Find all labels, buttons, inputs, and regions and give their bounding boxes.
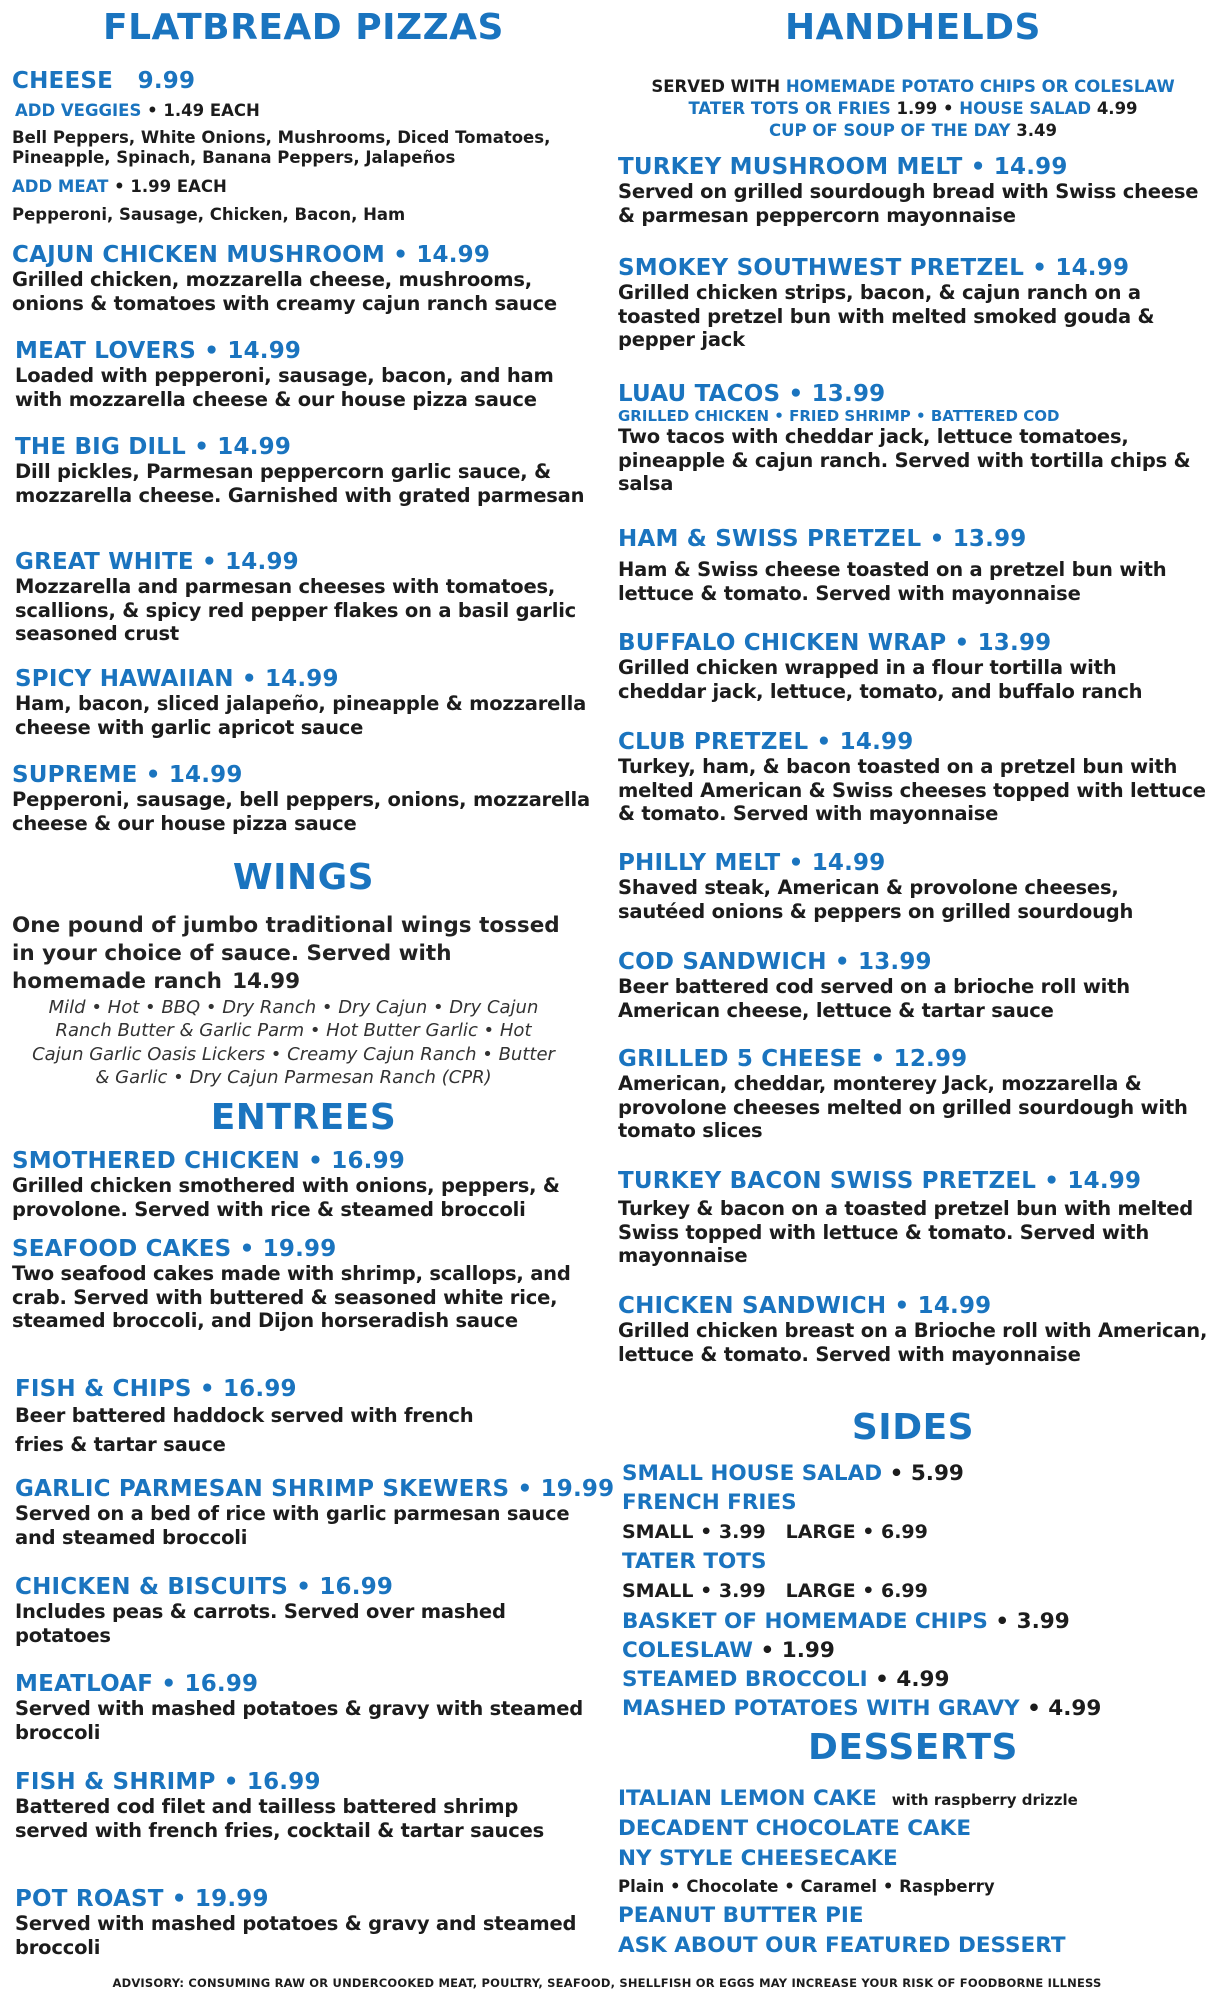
menu-item-philly-melt bbox=[618, 850, 1208, 923]
dessert-lemon-cake: ITALIAN LEMON CAKE with raspberry drizzle bbox=[618, 1786, 1078, 1811]
meat-list: Pepperoni, Sausage, Chicken, Bacon, Ham bbox=[12, 205, 406, 224]
side-french-fries-sizes: SMALL • 3.99 LARGE • 6.99 bbox=[622, 1521, 928, 1544]
advisory-footer: ADVISORY: CONSUMING RAW OR UNDERCOOKED MEAT, POULTRY, SEAFOOD, SHELLFISH OR EGGS MAY INCREASE YOUR RISK OF FOODBORNE ILLNESS bbox=[112, 1976, 1102, 1990]
menu-item-big-dill bbox=[15, 434, 595, 507]
handhelds-soup bbox=[618, 121, 1208, 140]
menu-item-buffalo-chicken-wrap bbox=[618, 630, 1208, 703]
side-house-salad: SMALL HOUSE SALAD • 5.99 bbox=[622, 1461, 964, 1486]
menu-item-fish-chips bbox=[15, 1376, 595, 1459]
wings-desc-text: One pound of jumbo traditional wings tossed in your choice of sauce. Served with homemade ranch bbox=[12, 913, 560, 994]
menu-item-great-white bbox=[15, 549, 595, 646]
menu-item-grilled-5-cheese bbox=[618, 1046, 1208, 1143]
wings-section-title: WINGS bbox=[232, 857, 375, 898]
item-desc: Served with mashed potatoes & gravy with steamed broccoli bbox=[15, 1697, 584, 1744]
item-desc: Served on a bed of rice with garlic parmesan sauce and steamed broccoli bbox=[15, 1502, 570, 1549]
dessert-lemon-note: with raspberry drizzle bbox=[891, 1791, 1078, 1809]
handhelds-served-with bbox=[618, 77, 1208, 96]
item-desc: Turkey, ham, & bacon toasted on a pretzel bun with melted American & Swiss cheeses topped with lettuce & tomato. Served with mayonnaise bbox=[618, 755, 1206, 826]
item-name: CLUB PRETZEL • 14.99 bbox=[618, 729, 914, 755]
item-desc: Shaved steak, American & provolone cheeses, sautéed onions & peppers on grilled sourdough bbox=[618, 876, 1134, 923]
item-desc: Includes peas & carrots. Served over mashed potatoes bbox=[15, 1600, 506, 1647]
item-desc: Grilled chicken wrapped in a flour tortilla with cheddar jack, lettuce, tomato, and buffalo ranch bbox=[618, 656, 1143, 703]
wings-description bbox=[12, 912, 572, 996]
dessert-cheesecake: NY STYLE CHEESECAKE bbox=[618, 1846, 898, 1872]
item-desc: Pepperoni, sausage, bell peppers, onions, mozzarella cheese & our house pizza sauce bbox=[12, 788, 590, 835]
item-name: HAM & SWISS PRETZEL • 13.99 bbox=[618, 526, 1027, 552]
handhelds-section-title: HANDHELDS bbox=[785, 7, 1041, 48]
soup-price: 3.49 bbox=[1010, 121, 1057, 140]
item-name: BUFFALO CHICKEN WRAP • 13.99 bbox=[618, 630, 1052, 656]
menu-item-supreme bbox=[12, 762, 595, 835]
item-name: MEAT LOVERS • 14.99 bbox=[15, 338, 302, 364]
handhelds-upgrades bbox=[618, 99, 1208, 118]
item-name: CHICKEN & BISCUITS • 16.99 bbox=[15, 1574, 394, 1600]
house-salad-label: HOUSE SALAD bbox=[959, 99, 1092, 118]
desserts-list bbox=[618, 1784, 1208, 1961]
dessert-peanut-butter-pie: PEANUT BUTTER PIE bbox=[618, 1902, 864, 1928]
menu-item-chicken-biscuits bbox=[15, 1574, 595, 1647]
wings-sauces: Mild • Hot • BBQ • Dry Ranch • Dry Cajun • Dry Cajun Ranch Butter & Garlic Parm • Hot Butter Garlic • Hot Cajun Garlic Oasis Lickers • Creamy Cajun Ranch • Butter & Garlic • Dry Cajun Parmesan Ranch (CPR) bbox=[32, 997, 555, 1089]
menu-item-smothered-chicken bbox=[12, 1148, 595, 1221]
side-tater-tots-sizes: SMALL • 3.99 LARGE • 6.99 bbox=[622, 1580, 928, 1603]
item-desc: Loaded with pepperoni, sausage, bacon, and ham with mozzarella cheese & our house pizza sauce bbox=[15, 364, 554, 411]
menu-item-cajun-chicken-mushroom bbox=[12, 242, 595, 315]
flatbread-section-title: FLATBREAD PIZZAS bbox=[103, 7, 504, 48]
item-desc: Dill pickles, Parmesan peppercorn garlic sauce, & mozzarella cheese. Garnished with grated parmesan bbox=[15, 460, 585, 507]
item-desc: Mozzarella and parmesan cheeses with tomatoes, scallions, & spicy red pepper flakes on a basil garlic seasoned crust bbox=[15, 575, 577, 646]
item-name: CHICKEN SANDWICH • 14.99 bbox=[618, 1293, 992, 1319]
served-with-options: HOMEMADE POTATO CHIPS OR COLESLAW bbox=[785, 77, 1175, 96]
menu-item-turkey-bacon-swiss-pretzel bbox=[618, 1168, 1208, 1268]
side-homemade-chips: BASKET OF HOMEMADE CHIPS • 3.99 bbox=[622, 1608, 1070, 1634]
item-name: POT ROAST • 19.99 bbox=[15, 1886, 269, 1912]
side-tater-tots: TATER TOTS bbox=[622, 1549, 767, 1575]
soup-label: CUP OF SOUP OF THE DAY bbox=[769, 121, 1011, 140]
item-desc: Served with mashed potatoes & gravy and steamed broccoli bbox=[15, 1912, 577, 1959]
sides-list bbox=[622, 1459, 1208, 1723]
side-french-fries: FRENCH FRIES bbox=[622, 1490, 797, 1516]
item-name: CAJUN CHICKEN MUSHROOM • 14.99 bbox=[12, 242, 491, 268]
item-name: COD SANDWICH • 13.99 bbox=[618, 949, 932, 975]
item-name: SUPREME • 14.99 bbox=[12, 762, 243, 788]
item-desc: Turkey & bacon on a toasted pretzel bun with melted Swiss topped with lettuce & tomato. Served with mayonnaise bbox=[618, 1197, 1194, 1268]
dessert-featured: ASK ABOUT OUR FEATURED DESSERT bbox=[618, 1932, 1066, 1958]
item-name: FISH & CHIPS • 16.99 bbox=[15, 1376, 297, 1402]
item-name: LUAU TACOS • 13.99 bbox=[618, 381, 886, 407]
menu-item-smokey-southwest-pretzel bbox=[618, 255, 1208, 352]
add-meat-price: • 1.99 EACH bbox=[108, 177, 227, 196]
item-name: PHILLY MELT • 14.99 bbox=[618, 850, 886, 876]
entrees-section-title: ENTREES bbox=[210, 1097, 397, 1138]
item-name: SMOKEY SOUTHWEST PRETZEL • 14.99 bbox=[618, 255, 1130, 281]
served-with-label: SERVED WITH bbox=[651, 77, 786, 96]
menu-item-fish-shrimp bbox=[15, 1769, 595, 1842]
item-desc: Two tacos with cheddar jack, lettuce tomatoes, pineapple & cajun ranch. Served with tortilla chips & salsa bbox=[618, 425, 1191, 496]
dessert-cheesecake-flavors: Plain • Chocolate • Caramel • Raspberry bbox=[618, 1877, 995, 1897]
add-veggies-price: • 1.49 EACH bbox=[141, 101, 260, 120]
cheese-price: 9.99 bbox=[137, 68, 196, 94]
cheese-pizza bbox=[12, 68, 595, 94]
item-desc: Grilled chicken breast on a Brioche roll with American, lettuce & tomato. Served with mayonnaise bbox=[618, 1319, 1208, 1366]
menu-item-meat-lovers bbox=[15, 338, 595, 411]
item-subtitle: GRILLED CHICKEN • FRIED SHRIMP • BATTERED COD bbox=[618, 407, 1060, 426]
house-salad-price: 4.99 bbox=[1091, 99, 1138, 118]
menu-item-luau-tacos bbox=[618, 381, 1208, 496]
item-name: FISH & SHRIMP • 16.99 bbox=[15, 1769, 321, 1795]
item-desc: Two seafood cakes made with shrimp, scallops, and crab. Served with buttered & seasoned white rice, steamed broccoli, and Dijon horseradish sauce bbox=[12, 1262, 571, 1333]
veggies-list: Bell Peppers, White Onions, Mushrooms, Diced Tomatoes, Pineapple, Spinach, Banana Peppers, Jalapeños bbox=[12, 128, 551, 167]
menu-item-meatloaf bbox=[15, 1671, 595, 1744]
menu-item-seafood-cakes bbox=[12, 1236, 595, 1333]
item-desc: Beer battered cod served on a brioche roll with American cheese, lettuce & tartar sauce bbox=[618, 975, 1130, 1022]
wings-price: 14.99 bbox=[232, 968, 301, 994]
item-desc: Ham, bacon, sliced jalapeño, pineapple & mozzarella cheese with garlic apricot sauce bbox=[15, 692, 587, 739]
item-desc: Served on grilled sourdough bread with Swiss cheese & parmesan peppercorn mayonnaise bbox=[618, 180, 1199, 227]
item-name: TURKEY BACON SWISS PRETZEL • 14.99 bbox=[618, 1168, 1142, 1194]
menu-item-club-pretzel bbox=[618, 729, 1208, 826]
dessert-chocolate-cake: DECADENT CHOCOLATE CAKE bbox=[618, 1816, 972, 1842]
menu-item-spicy-hawaiian bbox=[15, 666, 595, 739]
item-name: GREAT WHITE • 14.99 bbox=[15, 549, 299, 575]
item-desc: Battered cod filet and tailless battered shrimp served with french fries, cocktail & tartar sauces bbox=[15, 1795, 545, 1842]
tots-fries-price: 1.99 • bbox=[890, 99, 960, 118]
side-steamed-broccoli: STEAMED BROCCOLI • 4.99 bbox=[622, 1666, 950, 1692]
add-meat-line bbox=[12, 177, 595, 196]
item-name: TURKEY MUSHROOM MELT • 14.99 bbox=[618, 154, 1068, 180]
item-desc: Ham & Swiss cheese toasted on a pretzel bun with lettuce & tomato. Served with mayonnaise bbox=[618, 558, 1167, 605]
item-name: THE BIG DILL • 14.99 bbox=[15, 434, 292, 460]
add-meat-label: ADD MEAT bbox=[12, 177, 109, 196]
sides-section-title: SIDES bbox=[851, 1407, 975, 1448]
tots-fries-label: TATER TOTS OR FRIES bbox=[688, 99, 891, 118]
desserts-section-title: DESSERTS bbox=[808, 1727, 1018, 1768]
item-desc: Grilled chicken strips, bacon, & cajun ranch on a toasted pretzel bun with melted smoked gouda & pepper jack bbox=[618, 281, 1155, 352]
item-desc: Grilled chicken, mozzarella cheese, mushrooms, onions & tomatoes with creamy cajun ranch sauce bbox=[12, 268, 557, 315]
item-name: GRILLED 5 CHEESE • 12.99 bbox=[618, 1046, 968, 1072]
menu-item-pot-roast bbox=[15, 1886, 595, 1959]
menu-item-cod-sandwich bbox=[618, 949, 1208, 1022]
menu-item-garlic-parmesan-shrimp bbox=[15, 1476, 615, 1549]
cheese-name: CHEESE bbox=[12, 68, 114, 94]
item-name: MEATLOAF • 16.99 bbox=[15, 1671, 259, 1697]
add-veggies-label: ADD VEGGIES bbox=[15, 101, 142, 120]
item-desc: American, cheddar, monterey Jack, mozzarella & provolone cheeses melted on grilled sourdough with tomato slices bbox=[618, 1072, 1188, 1143]
menu-item-ham-swiss-pretzel bbox=[618, 526, 1208, 605]
menu-item-chicken-sandwich bbox=[618, 1293, 1208, 1366]
item-name: SMOTHERED CHICKEN • 16.99 bbox=[12, 1148, 405, 1174]
side-coleslaw: COLESLAW • 1.99 bbox=[622, 1637, 835, 1663]
item-desc: Beer battered haddock served with french fries & tartar sauce bbox=[15, 1404, 474, 1456]
add-veggies-line bbox=[15, 101, 595, 120]
menu-item-turkey-mushroom-melt bbox=[618, 154, 1208, 227]
item-name: GARLIC PARMESAN SHRIMP SKEWERS • 19.99 bbox=[15, 1476, 615, 1502]
item-name: SPICY HAWAIIAN • 14.99 bbox=[15, 666, 339, 692]
item-name: SEAFOOD CAKES • 19.99 bbox=[12, 1236, 337, 1262]
side-mashed-potatoes: MASHED POTATOES WITH GRAVY • 4.99 bbox=[622, 1695, 1102, 1721]
item-desc: Grilled chicken smothered with onions, peppers, & provolone. Served with rice & steamed broccoli bbox=[12, 1174, 560, 1221]
